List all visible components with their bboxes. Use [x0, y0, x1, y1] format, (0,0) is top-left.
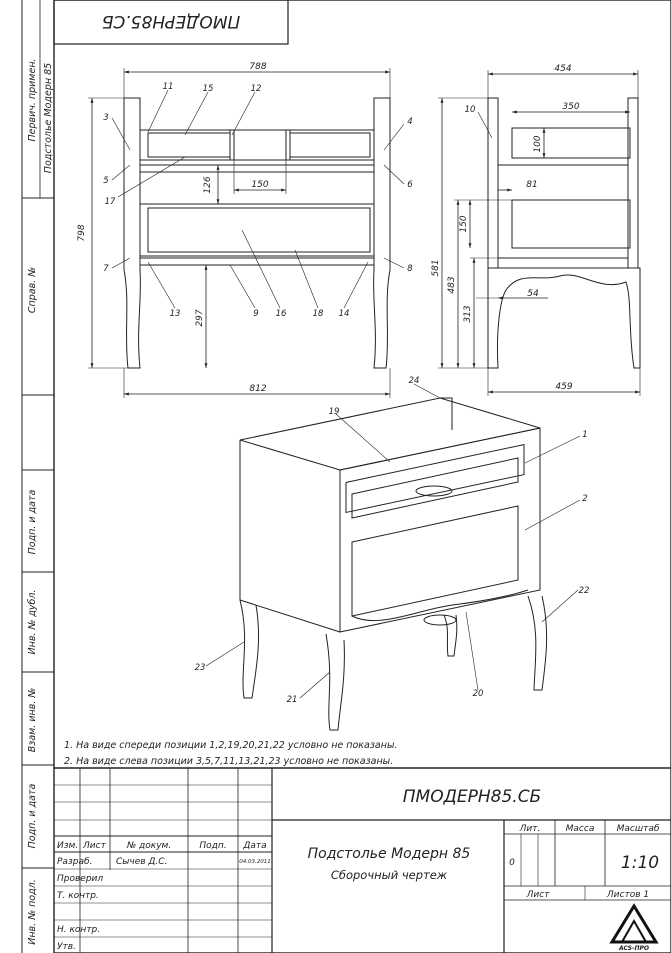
callout-9: 9	[253, 309, 259, 319]
sheet-frame	[22, 0, 671, 953]
tb-t-kontr: Т. контр.	[57, 891, 99, 901]
dim-rail: 126	[203, 176, 213, 194]
strip-inv-podl: Инв. № подл.	[27, 879, 38, 945]
dim-h483: 483	[447, 276, 457, 294]
tb-razrab-name: Сычев Д.С.	[116, 857, 168, 867]
callout-20: 20	[472, 689, 484, 699]
callout-7: 7	[103, 264, 109, 274]
tb-designation: ПМОДЕРН85.СБ	[402, 787, 542, 807]
dim-height: 798	[77, 224, 87, 242]
strip-podp-data-2: Подп. и дата	[27, 783, 38, 849]
callout-16: 16	[275, 309, 287, 319]
dim-gap: 150	[251, 180, 269, 190]
callout-23: 23	[194, 663, 206, 673]
callout-13: 13	[169, 309, 181, 319]
callout-12: 12	[250, 84, 262, 94]
callout-3: 3	[103, 113, 109, 123]
callout-5: 5	[103, 176, 109, 186]
callout-14: 14	[338, 309, 350, 319]
logo-text: ACS-ПРО	[619, 945, 649, 952]
dim-drawer-h: 100	[533, 135, 543, 153]
front-view-callouts	[103, 82, 413, 319]
tb-razrab: Разраб.	[57, 857, 93, 867]
tb-massa: Масса	[565, 824, 595, 834]
side-view-dims	[431, 64, 580, 392]
tb-name-line2: Сборочный чертеж	[330, 868, 448, 882]
tb-lit: Лит.	[519, 824, 541, 834]
callout-6: 6	[407, 180, 413, 190]
title-block-text	[57, 787, 660, 952]
callout-10: 10	[464, 105, 476, 115]
strip-pervich: Первич. примен.	[27, 58, 38, 142]
dim-side-bottom: 459	[555, 382, 573, 392]
tb-list-label: Лист	[526, 890, 550, 900]
callout-19: 19	[328, 407, 340, 417]
tb-proveril: Проверил	[57, 874, 104, 884]
callout-17: 17	[104, 197, 116, 207]
tb-col-izm: Изм.	[57, 841, 79, 851]
callout-22: 22	[578, 586, 590, 596]
tb-n-kontr: Н. контр.	[57, 925, 101, 935]
dim-bottom-width: 812	[249, 384, 267, 394]
dim-offset: 81	[526, 180, 538, 190]
tb-col-docum: № докум.	[126, 841, 172, 851]
front-view	[88, 68, 404, 398]
dim-leg-height: 297	[195, 309, 205, 327]
tb-utv: Утв.	[57, 942, 76, 952]
callout-21: 21	[286, 695, 298, 705]
front-view-dims	[77, 62, 269, 394]
tb-lit-value: 0	[509, 858, 515, 868]
tb-scale-value: 1:10	[620, 853, 660, 873]
callout-8: 8	[407, 264, 413, 274]
tb-razrab-date: 04.03.2011	[239, 859, 271, 865]
dim-top-width: 788	[249, 62, 267, 72]
callout-24: 24	[408, 376, 420, 386]
note-1: 1. На виде спереди позиции 1,2,19,20,21,22 условно не показаны.	[64, 740, 398, 751]
callout-4: 4	[407, 117, 413, 127]
front-lower-drawer	[140, 204, 374, 256]
top-stamp: ПМОДЕРН85.СБ	[101, 11, 241, 31]
note-2: 2. На виде слева позиции 3,5,7,11,13,21,23 условно не показаны.	[64, 756, 394, 767]
tb-col-podp: Подп.	[199, 841, 227, 851]
strip-vzam-inv: Взам. инв. №	[27, 687, 38, 753]
tb-col-data: Дата	[243, 841, 267, 851]
callout-2: 2	[582, 494, 588, 504]
tb-masshtab: Масштаб	[616, 824, 660, 834]
callout-1: 1	[582, 430, 588, 440]
dim-offset2: 54	[527, 289, 539, 299]
dim-drawer-depth: 350	[562, 102, 580, 112]
dim-side-top: 454	[554, 64, 572, 74]
tb-col-list: Лист	[83, 841, 106, 851]
dim-h150: 150	[459, 215, 469, 233]
dim-h313: 313	[463, 305, 473, 323]
callout-11: 11	[162, 82, 174, 92]
dim-h581: 581	[431, 259, 441, 277]
tb-listov-label: Листов 1	[606, 890, 650, 900]
front-upper-rail	[140, 130, 374, 160]
front-left-leg	[124, 98, 140, 368]
strip-inv-dubl: Инв. № дубл.	[27, 589, 38, 655]
callout-18: 18	[312, 309, 324, 319]
strip-podp-data-1: Подп. и дата	[27, 489, 38, 555]
strip-sprav: Справ. №	[27, 266, 38, 314]
front-right-leg	[374, 98, 390, 368]
callout-15: 15	[202, 84, 214, 94]
strip-pervich-value: Подстолье Модерн 85	[43, 62, 54, 174]
iso-view	[206, 384, 580, 730]
company-logo	[612, 906, 656, 952]
tb-name-line1: Подстолье Модерн 85	[307, 846, 471, 862]
